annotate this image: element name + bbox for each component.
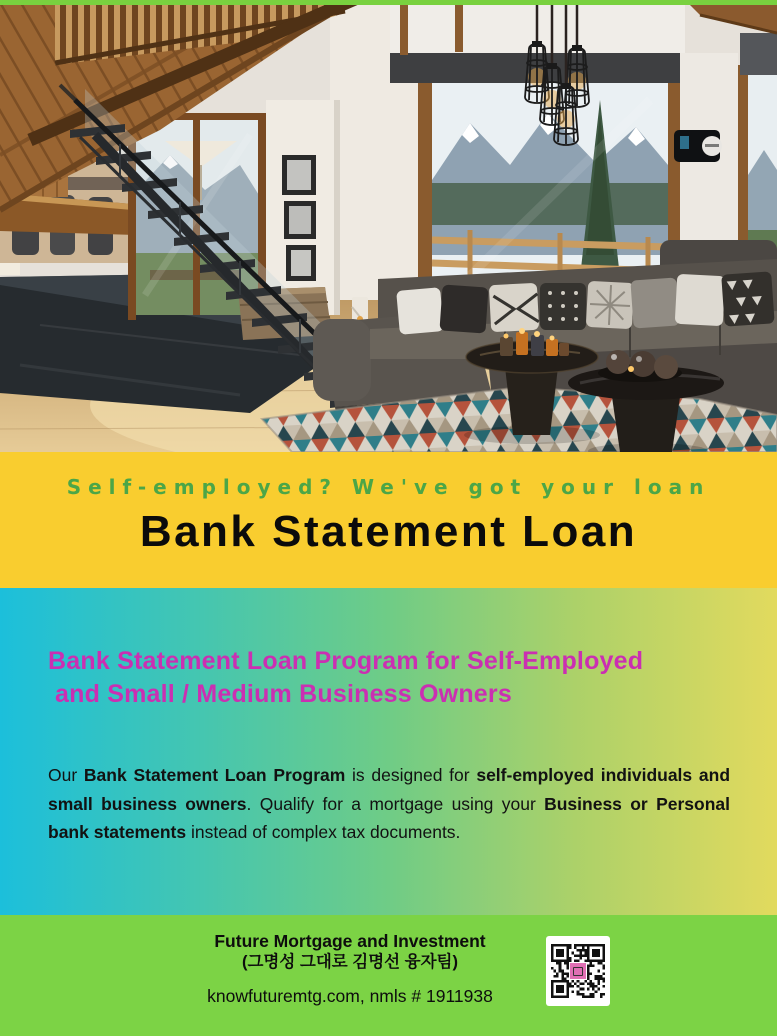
company-name: Future Mortgage and Investment xyxy=(214,931,486,951)
hero-title: Bank Statement Loan xyxy=(139,507,638,556)
footer xyxy=(0,915,777,1036)
qr-code xyxy=(546,936,610,1006)
hero-tagline: Self-employed? We've got your loan xyxy=(66,475,711,499)
hero-photo-living-room xyxy=(0,5,777,452)
living-room-scene xyxy=(0,5,777,452)
hero-band xyxy=(0,452,777,588)
qr-logo-pink xyxy=(570,963,586,979)
program-heading xyxy=(48,588,730,711)
program-section xyxy=(0,588,777,915)
program-heading-line1: Bank Statement Loan Program for Self-Employed xyxy=(48,647,644,675)
program-heading-line2: and Small / Medium Business Owners xyxy=(55,680,512,708)
company-korean-name: (그명성 그대로 김명선 융자팀) xyxy=(241,953,458,971)
contact-line: knowfuturemtg.com, nmls # 1911938 xyxy=(207,986,493,1006)
program-paragraph: Our Bank Statement Loan Program is designed for self-employed individuals and small business owners. Qualify for a mortgage using your Business or Personal bank statements instead of complex tax documents. xyxy=(48,765,731,842)
